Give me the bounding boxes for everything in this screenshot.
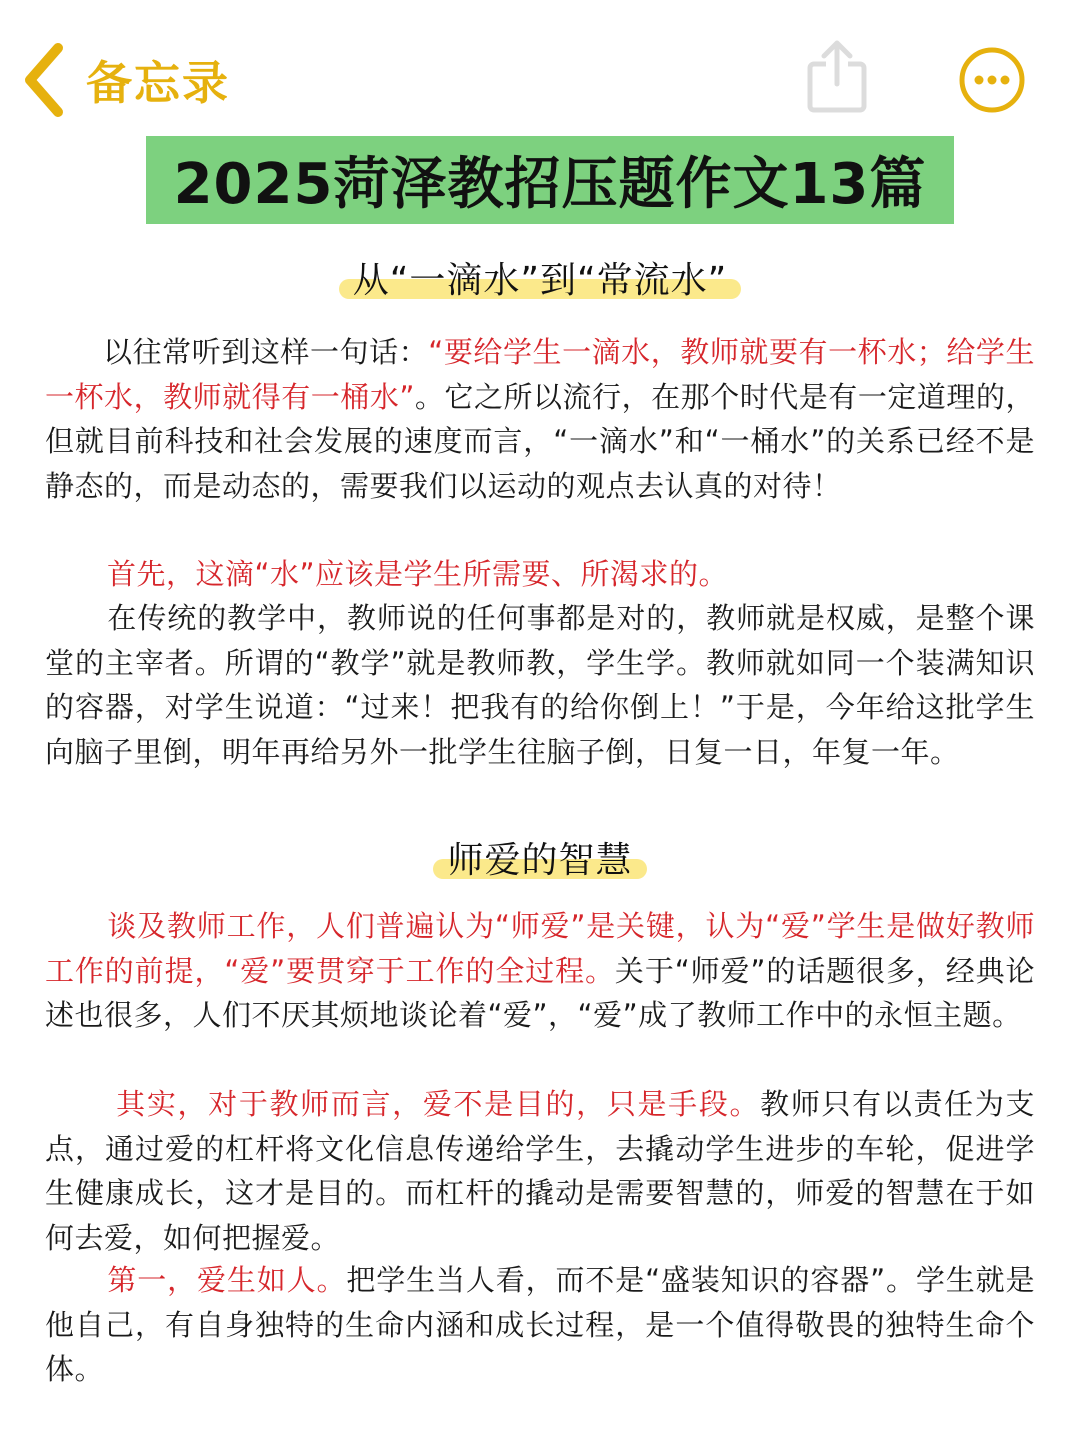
share-icon (804, 38, 870, 114)
back-label: 备忘录 (86, 56, 230, 110)
paragraph-text: 关于“师爱”的话题很多，经典论述也很多，人们不厌其烦地谈论着“爱”，“爱”成了教师工作中的永恒主题。 (45, 953, 1035, 1032)
emphasis-text: 谈及教师工作，人们普遍认为“师爱”是关键，认为“爱”学生是做好教师工作的前提，“爱”要贯穿于工作的全过程。 (45, 909, 1035, 988)
paragraph (45, 1258, 1035, 1392)
page-title: 2025菏泽教招压题作文13篇 (173, 152, 927, 217)
section-heading-1 (0, 252, 1080, 303)
emphasis-text: “要给学生一滴水，教师就要有一杯水；给学生一杯水，教师就得有一桶水” (45, 335, 1035, 414)
emphasis-text: 首先，这滴“水”应该是学生所需要、所渴求的。 (107, 557, 729, 591)
section-heading-text: 从“一滴水”到“常流水” (352, 260, 728, 301)
section-heading-2 (0, 832, 1080, 883)
more-button[interactable] (958, 46, 1026, 114)
paragraph (45, 904, 1035, 1038)
top-nav-bar (0, 0, 1080, 150)
section-heading-text: 师爱的智慧 (447, 840, 633, 881)
paragraph-text: 教师只有以责任为支点，通过爱的杠杆将文化信息传递给学生，去撬动学生进步的车轮，促进学生健康成长，这才是目的。而杠杆的撬动是需要智慧的，师爱的智慧在于如何去爱，如何把握爱。 (45, 1087, 1035, 1255)
paragraph-text: 在传统的教学中，教师说的任何事都是对的，教师就是权威，是整个课堂的主宰者。所谓的“教学”就是教师教，学生学。教师就如同一个装满知识的容器，对学生说道：“过来！把我有的给你倒上！”于是，今年给这批学生向脑子里倒，明年再给另外一批学生往脑子倒，日复一日，年复一年。 (45, 601, 1035, 769)
share-button[interactable] (804, 38, 870, 114)
paragraph-text: 。它之所以流行，在那个时代是有一定道理的，但就目前科技和社会发展的速度而言，“一滴水”和“一桶水”的关系已经不是静态的，而是动态的，需要我们以运动的观点去认真的对待！ (45, 379, 1035, 503)
emphasis-text: 其实，对于教师而言，爱不是目的，只是手段。 (115, 1087, 761, 1121)
back-button[interactable] (22, 40, 230, 120)
heading-highlight (433, 832, 646, 883)
more-icon (958, 46, 1026, 114)
paragraph-text: 把学生当人看，而不是“盛装知识的容器”。学生就是他自己，有自身独特的生命内涵和成长过程，是一个值得敬畏的独特生命个体。 (45, 1263, 1035, 1386)
heading-highlight (339, 252, 742, 303)
paragraph (45, 552, 1035, 597)
paragraph (45, 1082, 1035, 1260)
paragraph-text: 以往常听到这样一句话： (103, 335, 429, 369)
title-banner (146, 136, 954, 224)
paragraph (45, 330, 1035, 508)
chevron-left-icon (22, 40, 66, 120)
emphasis-text: 第一，爱生如人。 (107, 1263, 347, 1297)
paragraph (45, 596, 1035, 774)
